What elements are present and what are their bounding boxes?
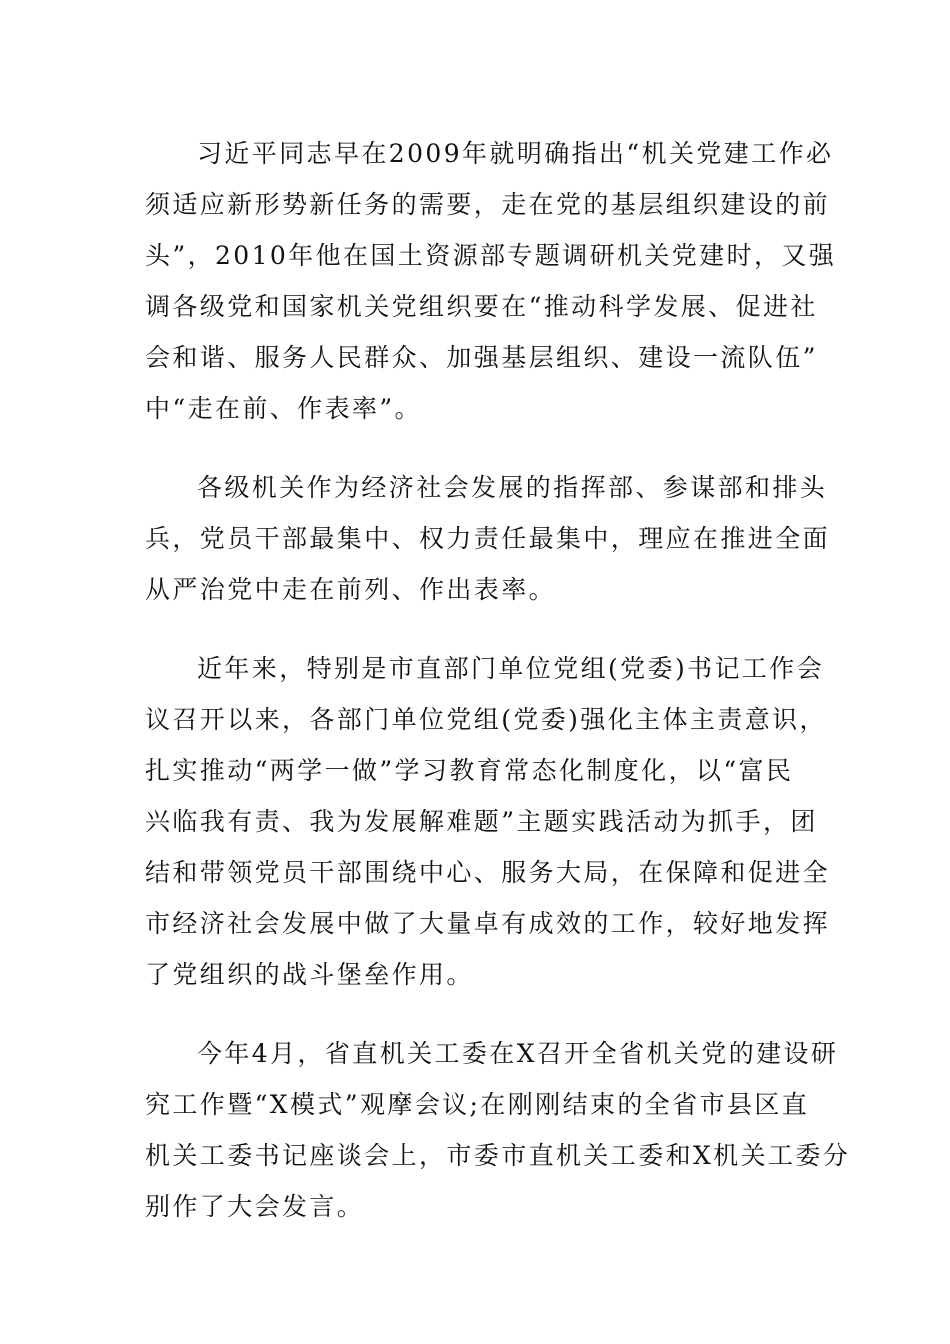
paragraph-line: 究工作暨“X模式”观摩会议;在刚刚结束的全省市县区直: [145, 1090, 810, 1119]
document-body: [145, 128, 851, 1260]
paragraph-line: 兴临我有责、我为发展解难题”主题实践活动为抓手，团: [145, 807, 818, 836]
paragraph-line: 机关工委书记座谈会上，市委市直机关工委和X机关工委分: [145, 1141, 851, 1170]
paragraph-line: 扎实推动“两学一做”学习教育常态化制度化，以“富民: [145, 756, 794, 785]
paragraph-3: [145, 643, 831, 1000]
paragraph-line: 了党组织的战斗堡垒作用。: [145, 960, 474, 989]
paragraph-4: [145, 1028, 851, 1232]
paragraph-line: 今年4月，省直机关工委在X召开全省机关党的建设研: [197, 1039, 839, 1068]
paragraph-line: 习近平同志早在2009年就明确指出“机关党建工作必: [197, 139, 834, 168]
paragraph-line: 结和带领党员干部围绕中心、服务大局，在保障和促进全: [145, 858, 831, 887]
paragraph-line: 各级机关作为经济社会发展的指挥部、参谋部和排头: [197, 473, 828, 502]
paragraph-2: [145, 462, 831, 615]
paragraph-1: [145, 128, 837, 434]
paragraph-line: 中“走在前、作表率”。: [145, 394, 422, 423]
paragraph-line: 头”，2010年他在国土资源部专题调研机关党建时，又强: [145, 241, 837, 270]
paragraph-line: 须适应新形势新任务的需要，走在党的基层组织建设的前: [145, 190, 831, 219]
paragraph-line: 别作了大会发言。: [145, 1192, 365, 1221]
paragraph-line: 会和谐、服务人民群众、加强基层组织、建设一流队伍”: [145, 343, 818, 372]
paragraph-line: 调各级党和国家机关党组织要在“推动科学发展、促进社: [145, 292, 818, 321]
paragraph-line: 兵，党员干部最集中、权力责任最集中，理应在推进全面: [145, 524, 831, 553]
paragraph-line: 议召开以来，各部门单位党组(党委)强化主体主责意识，: [145, 705, 827, 734]
paragraph-line: 市经济社会发展中做了大量卓有成效的工作，较好地发挥: [145, 909, 831, 938]
paragraph-line: 从严治党中走在前列、作出表率。: [145, 575, 557, 604]
paragraph-line: 近年来，特别是市直部门单位党组(党委)书记工作会: [197, 654, 825, 683]
